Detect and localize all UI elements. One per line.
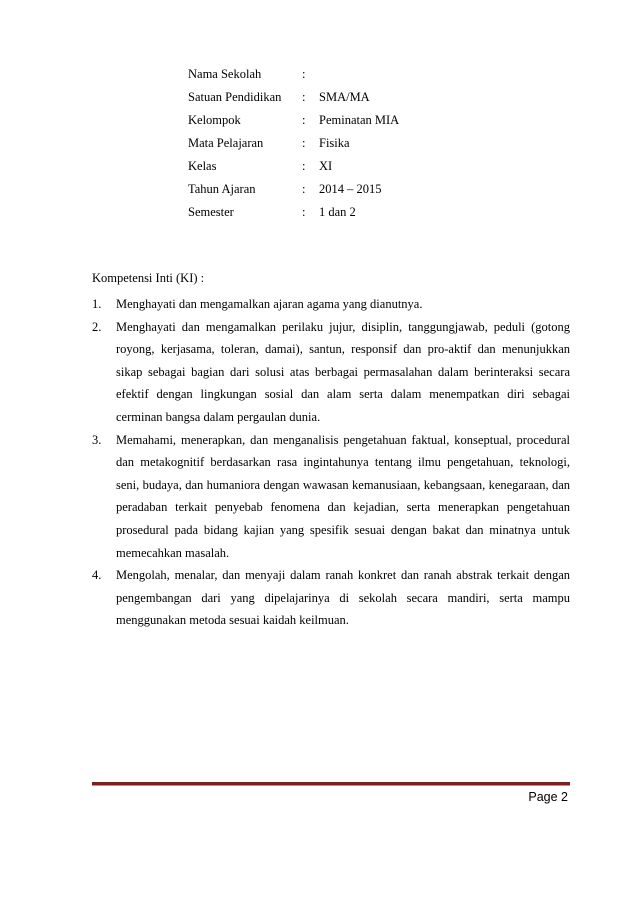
info-value: SMA/MA [319, 90, 370, 104]
info-colon: : [302, 136, 306, 150]
info-colon: : [302, 182, 306, 196]
info-colon: : [302, 67, 306, 81]
list-item-number: 4. [92, 568, 102, 583]
list-item [92, 316, 570, 429]
ki-heading: Kompetensi Inti (KI) : [92, 271, 205, 285]
list-item [92, 293, 570, 316]
info-label: Kelompok [188, 113, 241, 127]
info-label: Kelas [188, 159, 217, 173]
info-label: Tahun Ajaran [188, 182, 256, 196]
info-label: Mata Pelajaran [188, 136, 264, 150]
list-item-text: Mengolah, menalar, dan menyaji dalam ranah konkret dan ranah abstrak terkait dengan pengembangan dari yang dipelajarinya di sekolah secara mandiri, serta mampu menggunakan metoda sesuai kaidah keilmuan. [116, 568, 570, 628]
list-item-number: 1. [92, 297, 102, 311]
info-value: Fisika [319, 136, 350, 150]
info-colon: : [302, 90, 306, 104]
ki-list [92, 293, 570, 632]
list-item-text: Menghayati dan mengamalkan perilaku jujur, disiplin, tanggungjawab, peduli (gotong royong, kerjasama, toleran, damai), santun, responsif dan pro-aktif dan menunjukkan sikap sebagai bagian dari solusi atas berbagai permasalahan dalam berinteraksi secara efektif dengan lingkungan sosial dan alam serta dalam menempatkan diri sebagai cerminan bangsa dalam pergaulan dunia. [116, 319, 570, 424]
page-number: Page 2 [528, 790, 568, 804]
info-colon: : [302, 113, 306, 127]
info-value: 1 dan 2 [319, 205, 356, 219]
list-item [92, 564, 570, 632]
info-value: Peminatan MIA [319, 113, 400, 127]
list-item-text: Menghayati dan mengamalkan ajaran agama yang dianutnya. [116, 297, 423, 311]
list-item-number: 3. [92, 432, 102, 447]
list-item-text: Memahami, menerapkan, dan menganalisis pengetahuan faktual, konseptual, procedural dan metakognitif berdasarkan rasa ingintahunya tentang ilmu pengetahuan, teknologi, seni, budaya, dan humaniora dengan wawasan kemanusiaan, kebangsaan, kenegaraan, dan peradaban terkait penyebab fenomena dan kejadian, serta menerapkan pengetahuan prosedural pada bidang kajian yang spesifik sesuai dengan bakat dan minatnya untuk memecahkan masalah. [116, 432, 570, 560]
footer-divider [92, 782, 570, 786]
list-item-number: 2. [92, 319, 102, 334]
info-colon: : [302, 205, 306, 219]
info-value: 2014 – 2015 [319, 182, 382, 196]
info-value: XI [319, 159, 333, 173]
info-label: Satuan Pendidikan [188, 90, 282, 104]
list-item [92, 429, 570, 565]
info-colon: : [302, 159, 306, 173]
info-label: Semester [188, 205, 234, 219]
info-label: Nama Sekolah [188, 67, 262, 81]
